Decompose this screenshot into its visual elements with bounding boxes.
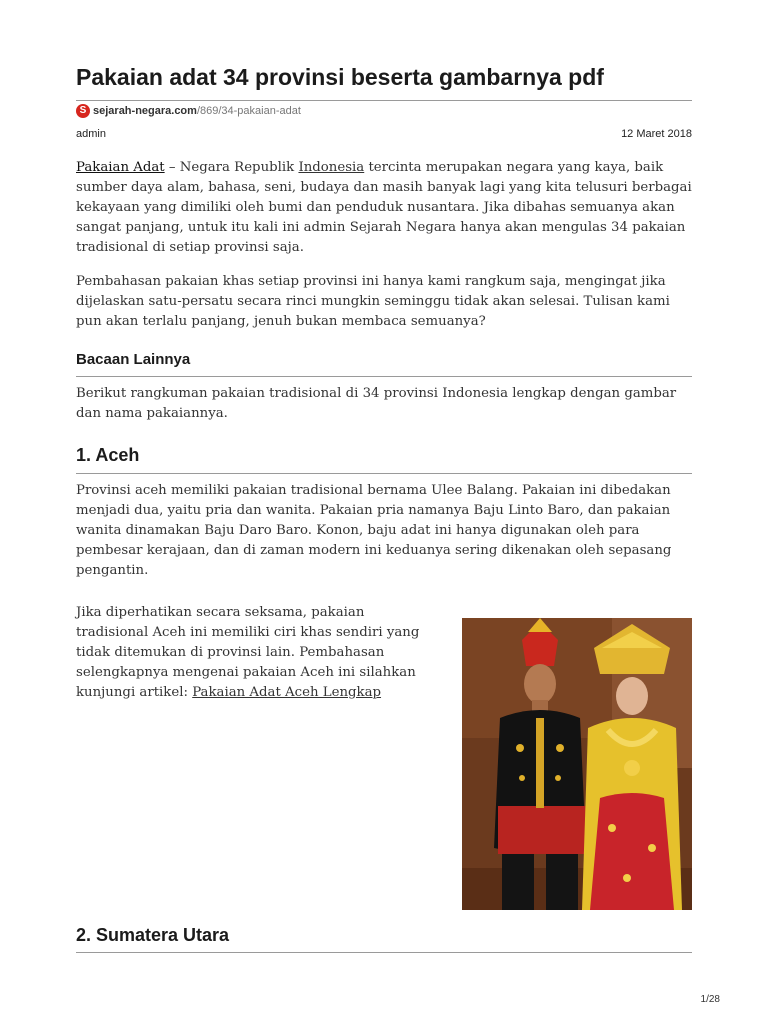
intro-paragraph <box>76 158 692 258</box>
publish-date: 12 Maret 2018 <box>621 128 692 140</box>
document-title: Pakaian adat 34 provinsi beserta gambarnya pdf <box>76 64 604 90</box>
bacaan-divider <box>76 376 692 377</box>
aceh-divider <box>76 473 692 474</box>
section-aceh-heading: 1. Aceh <box>76 445 140 465</box>
bacaan-lainnya-heading: Bacaan Lainnya <box>76 351 191 368</box>
link-pakaian-adat-aceh[interactable]: Pakaian Adat Aceh Lengkap <box>192 685 382 700</box>
section-sumatera-utara-heading: 2. Sumatera Utara <box>76 925 230 945</box>
paragraph-3: Berikut rangkuman pakaian tradisional di 34 provinsi Indonesia lengkap dengan gambar dan nama pakaiannya. <box>76 386 677 421</box>
link-pakaian-adat[interactable]: Pakaian Adat <box>76 160 165 175</box>
aceh-paragraph-2-text: Jika diperhatikan secara seksama, pakaian tradisional Aceh ini memiliki ciri khas sendiri yang tidak ditemukan di provinsi lain. Pembahasan selengkapnya mengenai pakaian Aceh ini silahkan kunjungi artikel: <box>76 605 420 700</box>
source-link[interactable] <box>76 104 301 118</box>
aceh-paragraph-2 <box>76 603 436 703</box>
intro-text-2: tercinta merupakan negara yang kaya, baik sumber daya alam, bahasa, seni, budaya dan masih banyak lagi yang kita telusuri berbagai kekayaan yang dimiliki oleh bumi dan penduduk nusantara. Jika dibahas semuanya akan sangat panjang, untuk itu kali ini admin Sejarah Negara hanya akan mengulas 34 pakaian tradisional di setiap provinsi saja. <box>76 160 692 255</box>
author: admin <box>76 128 106 140</box>
link-indonesia[interactable]: Indonesia <box>298 160 365 175</box>
intro-text-1: – Negara Republik <box>164 160 299 175</box>
aceh-costume-photo <box>462 618 692 910</box>
paragraph-2: Pembahasan pakaian khas setiap provinsi ini hanya kami rangkum saja, mengingat jika dijelaskan satu-persatu secara rinci mungkin seminggu tidak akan selesai. Tulisan kami pun akan terlalu panjang, jenuh bukan membaca semuanya? <box>76 274 670 329</box>
page-indicator: 1/28 <box>700 994 720 1005</box>
source-domain[interactable]: sejarah-negara.com <box>93 105 197 117</box>
source-path[interactable]: /869/34-pakaian-adat <box>196 105 301 117</box>
sumatera-divider <box>76 952 692 953</box>
title-divider <box>76 100 692 101</box>
aceh-paragraph-1: Provinsi aceh memiliki pakaian tradisional bernama Ulee Balang. Pakaian ini dibedakan menjadi dua, yaitu pria dan wanita. Pakaian pria namanya Baju Linto Baro, dan pakaian wanita dinamakan Baju Daro Baro. Konon, baju adat ini hanya digunakan oleh para pembesar kerajaan, dan di zaman modern ini keduanya sering dikenakan oleh sepasang pengantin. <box>76 483 672 578</box>
site-logo-icon: S <box>76 104 90 118</box>
